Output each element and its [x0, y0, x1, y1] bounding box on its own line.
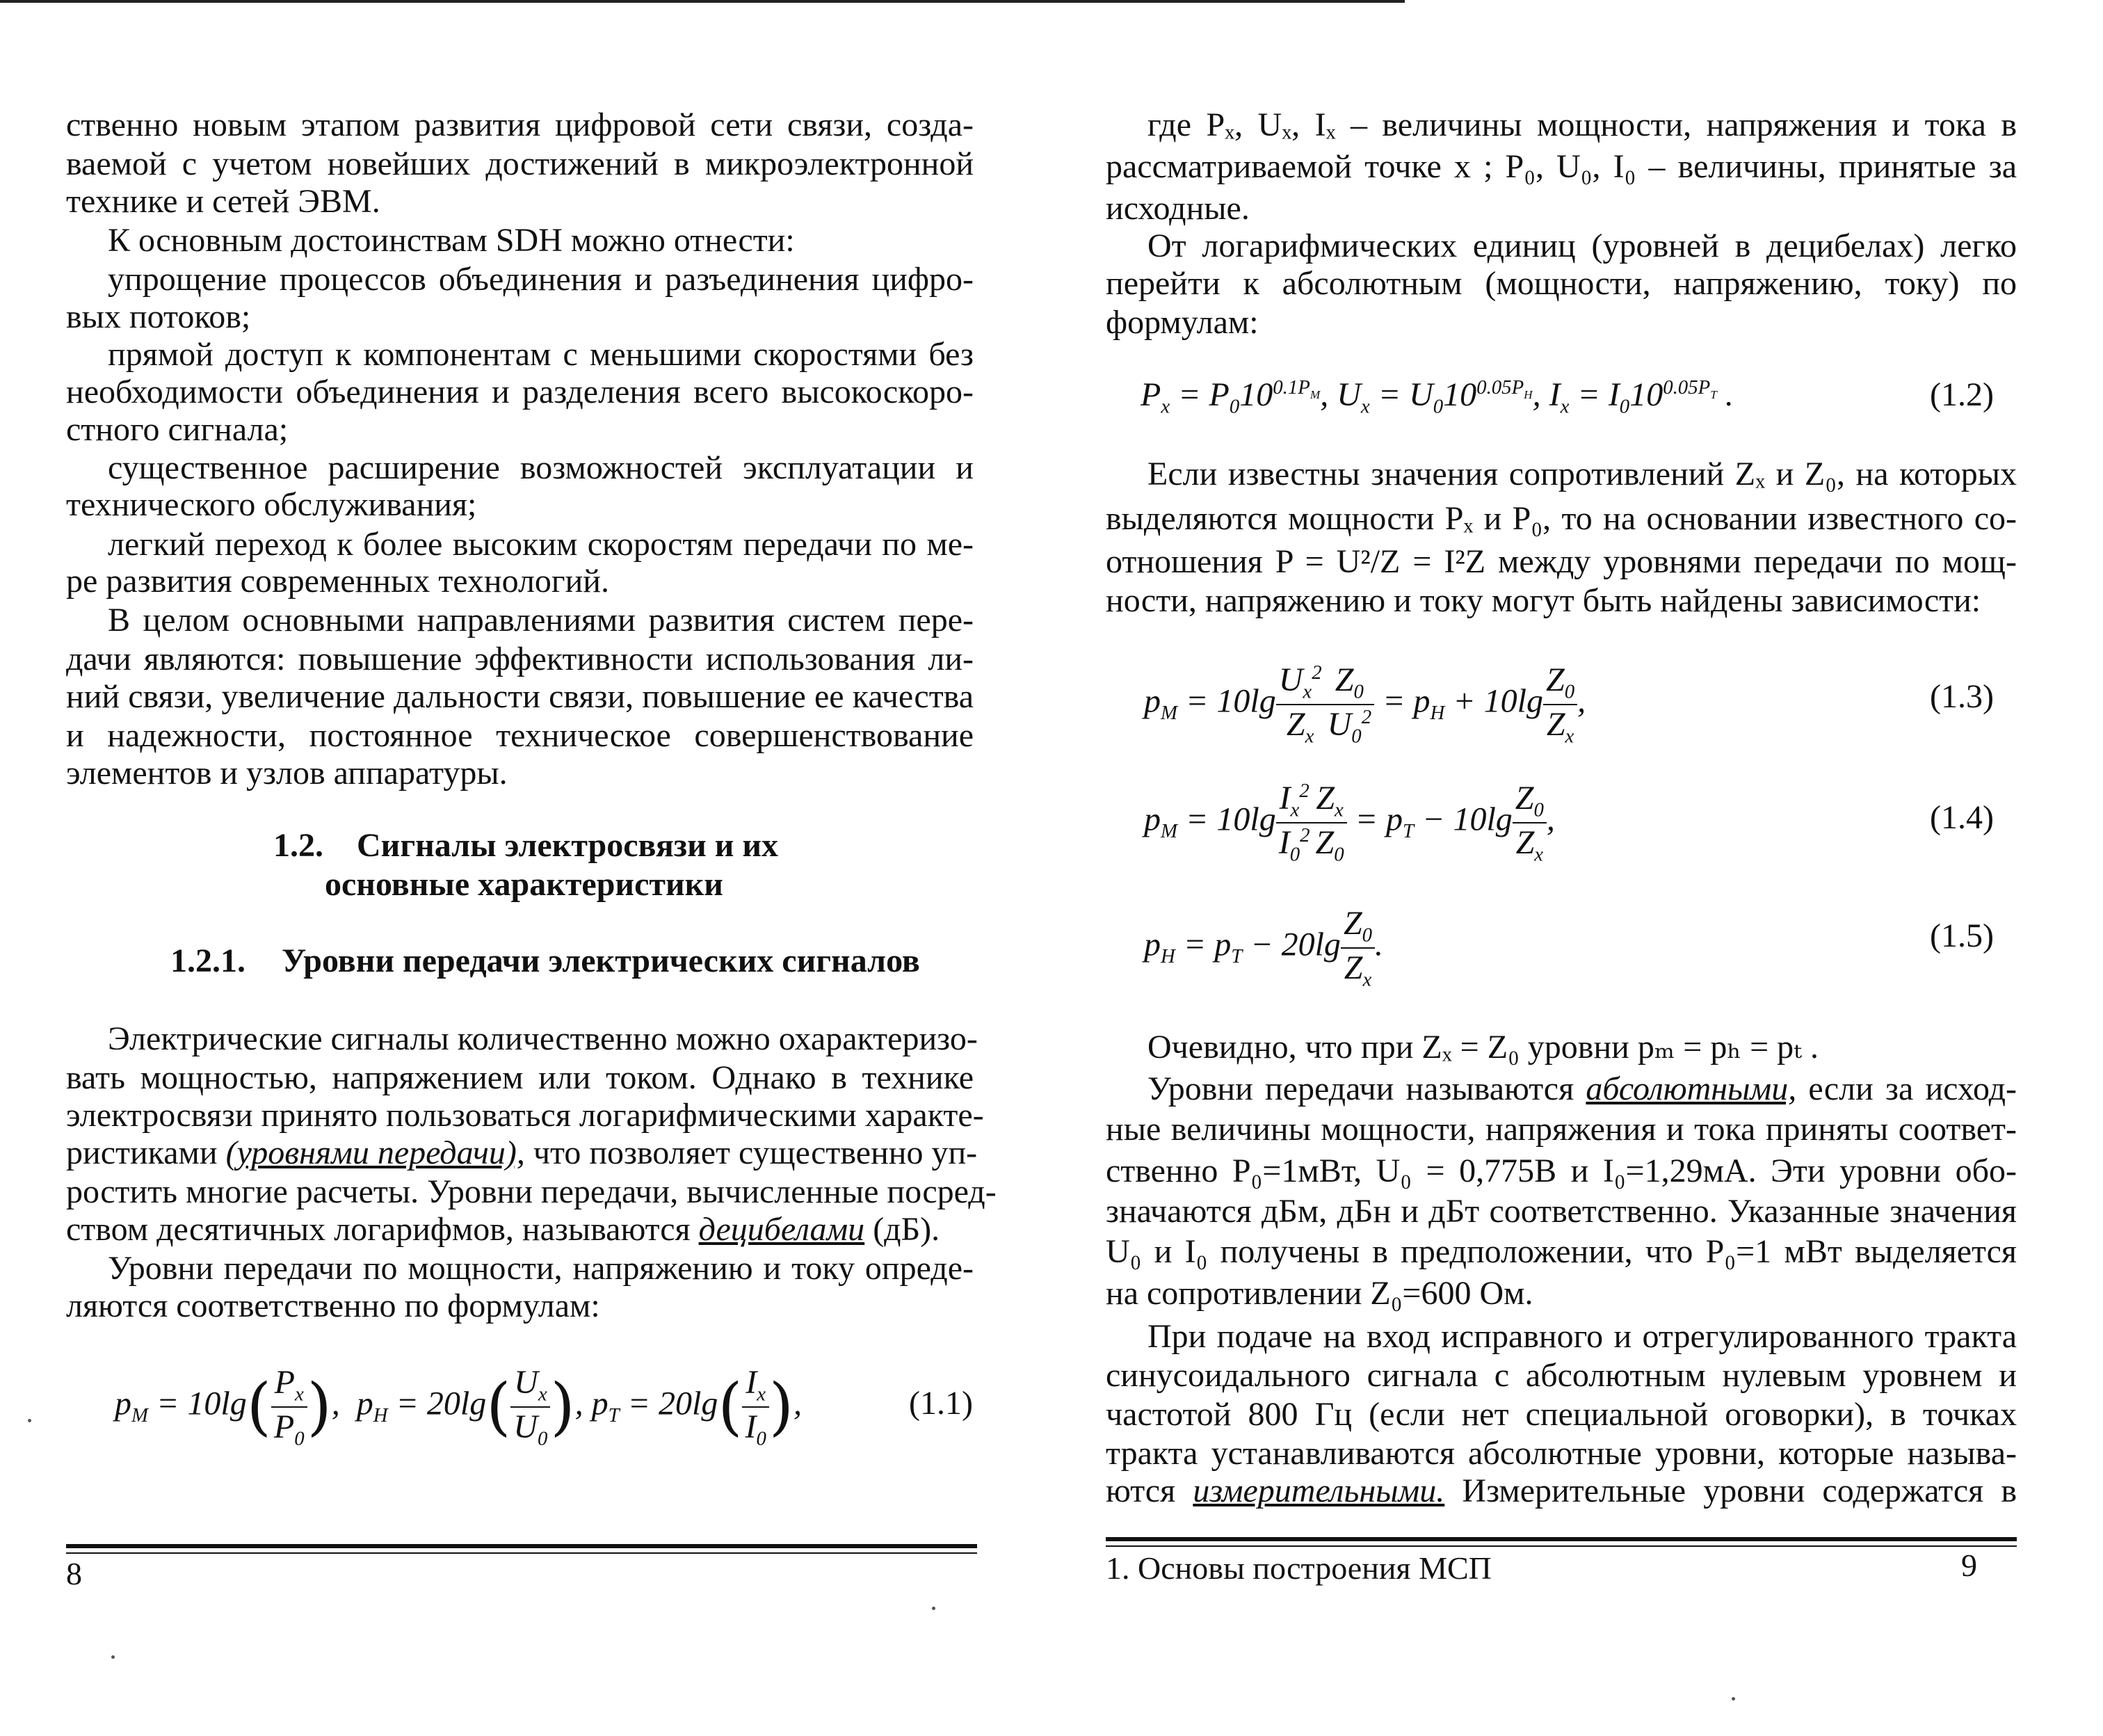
text-line: ются измерительными. Измерительные уровни содержатся в — [1106, 1472, 2017, 1509]
text-line: Уровни передачи по мощности, напряжению и току опреде- — [108, 1250, 974, 1287]
formula-1-3: $p_M = 10\lg$ $\frac{U_x^2}{Z_x}$ $\frac{Z_0}{U_0^2}$ = $p_H + 10\lg$ $\frac{Z_0}{Z_x}$ , — [1144, 661, 1586, 748]
text-line: элементов и узлов аппаратуры. — [66, 755, 508, 791]
text-line: перейти к абсолютным (мощности, напряжению, току) по — [1106, 265, 2017, 302]
formula-1-5: $p_H = p_T - 20\lg$ $\frac{Z_0}{Z_x}$ . — [1144, 905, 1384, 991]
text-line: Электрические сигналы количественно можно охарактеризо- — [108, 1020, 978, 1057]
text-line: отношения P = U²/Z = I²Z между уровнями передачи по мощ- — [1106, 543, 2017, 580]
text-line: U₀ и I₀ получены в предположении, что P₀=1 мВт выделяется — [1106, 1233, 2017, 1270]
text-line: Если известны значения сопротивлений Zₓ и Z₀, на которых — [1147, 456, 2017, 492]
text-line: вать мощностью, напряжением или током. Однако в технике — [66, 1059, 974, 1096]
equation-number: (1.5) — [1930, 917, 1994, 954]
term-levels: (уровнями передачи), — [225, 1134, 525, 1171]
footer-rule — [1106, 1537, 2017, 1541]
section-title-line1: Сигналы электросвязи и их — [357, 827, 779, 864]
subsection-title: Уровни передачи электрических сигналов — [282, 942, 920, 979]
text-line: рассматриваемой точке x ; P₀, U₀, I₀ – величины, принятые за — [1106, 148, 2017, 185]
right-page — [1106, 0, 2017, 1736]
scan-speck — [932, 1607, 935, 1610]
text-line: и надежности, постоянное техническое совершенствование — [66, 717, 974, 754]
equation-number: (1.4) — [1930, 799, 1994, 836]
text-line: ности, напряжению и току могут быть найдены зависимости: — [1106, 582, 1981, 619]
section-title-line2: основные характеристики — [325, 866, 723, 903]
text-line: ний связи, увеличение дальности связи, повышение ее качества — [66, 678, 974, 715]
text-line: исходные. — [1106, 190, 1250, 227]
text-line: Очевидно, что при Zₓ = Z₀ уровни pₘ = pₕ = pₜ . — [1147, 1029, 1819, 1066]
footer-rule — [66, 1544, 977, 1548]
scan-speck — [28, 1419, 31, 1422]
text-line: выделяются мощности Pₓ и P₀, то на основании известного со- — [1106, 500, 2017, 537]
text-line: ные величины мощности, напряжения и тока приняты соответ- — [1106, 1111, 2017, 1148]
text-line: технике и сетей ЭВМ. — [66, 183, 380, 220]
text-line: ре развития современных технологий. — [66, 563, 609, 600]
text-line: вых потоков; — [66, 298, 251, 335]
footer-rule-thin — [66, 1552, 977, 1554]
text-line: легкий переход к более высоким скоростям передачи по ме- — [108, 526, 974, 563]
scan-speck — [111, 1655, 115, 1659]
text-line: При подаче на вход исправного и отрегулированного тракта — [1147, 1318, 2017, 1355]
page-number: 8 — [66, 1556, 82, 1591]
formula-1-1: $p_M = 10\lg$( $\frac{P_x}{P_0}$ ), $p_H = 20\lg$( $\frac{U_x}{U_0}$ ), $p_T = 20\lg$( $\frac{I_x}{I_0}$ ), — [115, 1364, 802, 1450]
text-line: тракта устанавливаются абсолютные уровни, которые называ- — [1106, 1435, 2017, 1472]
text-line: формулам: — [1106, 304, 1259, 341]
formula-1-4: $p_M = 10\lg$ $\frac{I_x^2}{I_0^2}$ $\frac{Z_x}{Z_0}$ = $p_T - 10\lg$ $\frac{Z_0}{Z_x}$ , — [1144, 780, 1555, 866]
text-line: частотой 800 Гц (если нет специальной оговорки), в точках — [1106, 1396, 2017, 1433]
text-line: на сопротивлении Z₀=600 Ом. — [1106, 1275, 1533, 1312]
text-line: ственно P₀=1мВт, U₀ = 0,775В и I₀=1,29мА. Эти уровни обо- — [1106, 1152, 2017, 1189]
text-line: прямой доступ к компонентам с меньшими скоростями без — [108, 336, 974, 373]
text-line: технического обслуживания; — [66, 486, 477, 523]
term-measuring: измерительными. — [1193, 1472, 1445, 1509]
equation-number: (1.2) — [1930, 376, 1994, 413]
footer-rule-thin — [1106, 1545, 2017, 1547]
text-line: От логарифмических единиц (уровней в децибелах) легко — [1147, 227, 2017, 264]
left-page — [66, 0, 997, 1736]
equation-number: (1.1) — [909, 1385, 973, 1422]
text-line: где Pₓ, Uₓ, Iₓ – величины мощности, напряжения и тока в — [1147, 106, 2017, 143]
text-line: ростить многие расчеты. Уровни передачи, вычисленные посред- — [66, 1173, 997, 1210]
page-number: 9 — [1961, 1548, 1977, 1583]
formula-1-2: $P_x = P_010^{0.1P_M}$, $U_x = U_010^{0.05P_H}$, $I_x = I_010^{0.05P_T}$ . — [1141, 376, 1734, 418]
text-line: синусоидального сигнала с абсолютным нулевым уровнем и — [1106, 1357, 2017, 1394]
term-decibels: децибелами — [698, 1211, 865, 1248]
section-number: 1.2. — [273, 827, 323, 864]
text-line: упрощение процессов объединения и разъединения цифро- — [108, 261, 974, 298]
text-line: электросвязи принято пользоваться логарифмическими характе- — [66, 1097, 984, 1134]
text-line: Уровни передачи называются абсолютными, если за исход- — [1147, 1070, 2017, 1107]
text-line: В целом основными направлениями развития систем пере- — [108, 602, 974, 638]
text-line: К основным достоинствам SDH можно отнести: — [108, 222, 795, 259]
text-line: ваемой с учетом новейших достижений в микроэлектронной — [66, 145, 974, 182]
text-line: ристиками (уровнями передачи), что позволяет существенно уп- — [66, 1134, 978, 1171]
equation-number: (1.3) — [1930, 678, 1994, 715]
text-line: дачи являются: повышение эффективности использования ли- — [66, 641, 974, 677]
text-line: существенное расширение возможностей эксплуатации и — [108, 449, 974, 486]
scan-speck — [1732, 1697, 1735, 1701]
term-absolute: абсолютными, — [1586, 1070, 1797, 1107]
text-line: стного сигнала; — [66, 411, 289, 448]
text-line: ством десятичных логарифмов, называются децибелами (дБ). — [66, 1211, 940, 1248]
text-line: ляются соответственно по формулам: — [66, 1287, 600, 1324]
text-line: необходимости объединения и разделения всего высокоскоро- — [66, 373, 974, 410]
text-line: ственно новым этапом развития цифровой сети связи, созда- — [66, 106, 974, 143]
subsection-number: 1.2.1. — [170, 942, 245, 979]
running-footer-title: 1. Основы построения МСП — [1106, 1550, 1492, 1586]
text-line: значаются дБм, дБн и дБт соответственно. Указанные значения — [1106, 1193, 2017, 1230]
